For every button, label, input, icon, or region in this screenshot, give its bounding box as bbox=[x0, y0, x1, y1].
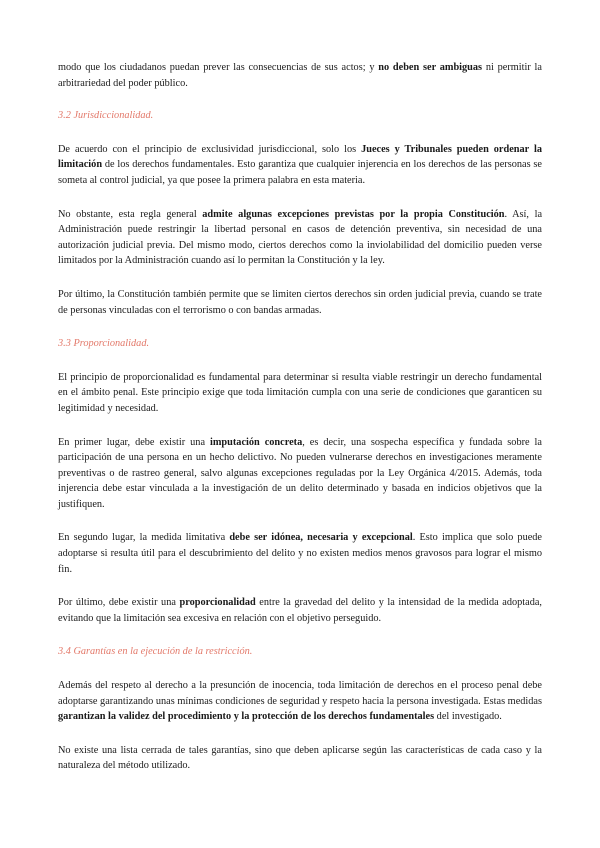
paragraph bbox=[58, 435, 542, 513]
bold-text: proporcionalidad bbox=[179, 597, 256, 609]
paragraph bbox=[58, 287, 542, 318]
paragraph bbox=[58, 678, 542, 725]
bold-text: admite algunas excepciones previstas por la propia Constitución bbox=[202, 208, 505, 220]
bold-text: debe ser idónea, necesaria y excepcional bbox=[229, 532, 413, 544]
section-heading-proporcionalidad: 3.3 Proporcionalidad. bbox=[58, 338, 150, 350]
bold-text: imputación concreta bbox=[209, 436, 303, 448]
bold-text: Jueces y Tribunales pueden ordenar la limitación bbox=[58, 143, 542, 171]
paragraph bbox=[58, 370, 542, 417]
text-run: . Así, la Administración puede restringir la libertad personal en casos de detención preventiva, sin necesidad de una autorización judicial previa. Del mismo modo, ciertos derechos como la inviolabilidad del domicilio pueden verse limitados por la Administración cuando así lo permitan la Constitución y la ley. bbox=[58, 208, 543, 267]
bold-text: no deben ser ambiguas bbox=[378, 62, 483, 73]
text-run: De acuerdo con el principio de exclusividad jurisdiccional, solo los bbox=[58, 143, 362, 155]
text-run: Por último, la Constitución también permite que se limiten ciertos derechos sin orden judicial previa, cuando se trate de personas vinculadas con el terrorismo o con bandas armadas. bbox=[58, 288, 542, 316]
text-run: No obstante, esta regla general bbox=[58, 208, 203, 220]
paragraph bbox=[58, 595, 542, 626]
paragraph bbox=[58, 530, 542, 577]
text-run: El principio de proporcionalidad es fundamental para determinar si resulta viable restringir un derecho fundamental en el ámbito penal. Este principio exige que toda limitación cumpla con una serie de condiciones que garanticen su legitimidad y necesidad. bbox=[58, 371, 542, 414]
paragraph bbox=[58, 743, 542, 774]
text-run: entre la gravedad del delito y la intensidad de la medida adoptada, evitando que la limitación sea excesiva en relación con el objetivo perseguido. bbox=[58, 597, 542, 624]
text-run: Por último, debe existir una bbox=[58, 597, 180, 609]
text-run: modo que los ciudadanos puedan prever las consecuencias de sus actos; y bbox=[58, 62, 379, 73]
text-run: En segundo lugar, la medida limitativa bbox=[58, 532, 230, 544]
text-run: , es decir, una sospecha específica y fundada sobre la participación de una persona en un hecho delictivo. No pueden vulnerarse derechos en investigaciones meramente preventivas o de rastreo general, salvo algunas excepciones reguladas por la Ley Orgánica 4/2015. Además, toda injerencia debe estar vinculada a la investigación de un delito determinado y basada en indicios objetivos que la justifiquen. bbox=[58, 436, 542, 510]
document-page bbox=[58, 60, 542, 792]
bold-text: garantizan la validez del procedimiento y la protección de los derechos fundamentales bbox=[58, 711, 435, 723]
text-run: . Esto implica que solo puede adoptarse si resulta útil para el descubrimiento del delito y no existen medios menos gravosos para lograr el mismo fin. bbox=[58, 532, 543, 575]
section-heading-jurisdiccionalidad: 3.2 Jurisdiccionalidad. bbox=[58, 110, 154, 122]
paragraph bbox=[58, 142, 542, 189]
text-run: ni permitir la arbitrariedad del poder público. bbox=[58, 62, 542, 89]
paragraph bbox=[58, 207, 542, 269]
section-heading-garantias: 3.4 Garantías en la ejecución de la restricción. bbox=[58, 646, 253, 658]
text-run: En primer lugar, debe existir una bbox=[58, 436, 210, 448]
text-run: No existe una lista cerrada de tales garantías, sino que deben aplicarse según las características de cada caso y la naturaleza del método utilizado. bbox=[58, 744, 542, 772]
text-run: de los derechos fundamentales. Esto garantiza que cualquier injerencia en los derechos de las personas se someta al control judicial, ya que posee la primera palabra en esta materia. bbox=[58, 159, 542, 186]
text-run: Además del respeto al derecho a la presunción de inocencia, toda limitación de derechos en el proceso penal debe adoptarse garantizando unas mínimas condiciones de seguridad y respeto hacia la persona investigada. Estas medidas bbox=[58, 680, 542, 707]
intro-paragraph bbox=[58, 60, 542, 91]
text-run: del investigado. bbox=[434, 711, 502, 723]
